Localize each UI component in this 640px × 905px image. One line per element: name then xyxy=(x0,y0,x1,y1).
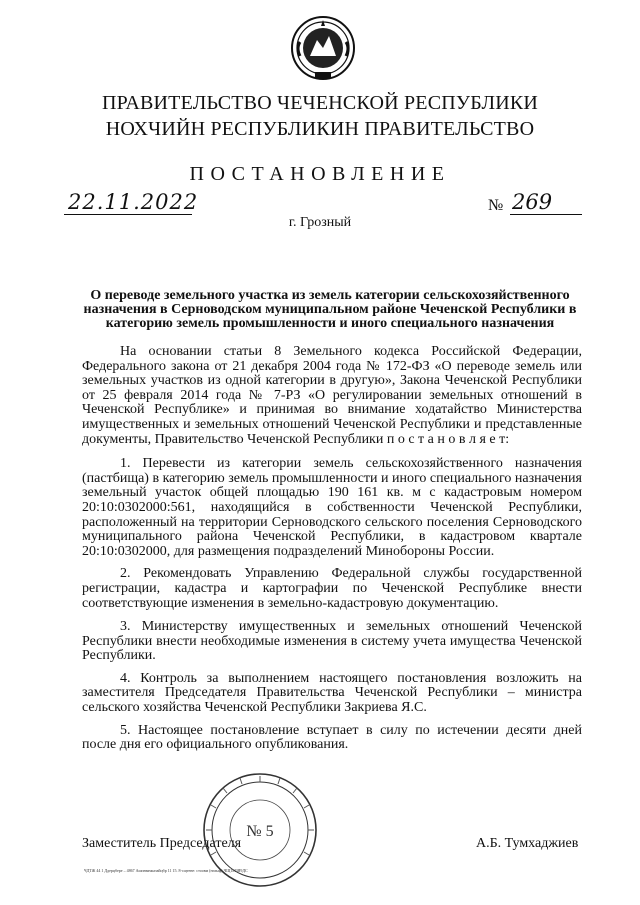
paragraph-4: 4. Контроль за выполнением настоящего постановления возложить на заместителя Председателя Правительства Чеченской Республики – министра сельского хозяйства Чеченской Республики Закриева Я.С. xyxy=(82,670,582,716)
seal-number: № 5 xyxy=(246,823,274,840)
city: г. Грозный xyxy=(288,215,352,230)
paragraph-5: 5. Настоящее постановление вступает в силу по истечении десяти дней после дня его официального опубликования. xyxy=(82,722,582,753)
paragraph-preamble: На основании статьи 8 Земельного кодекса Российской Федерации, Федерального закона от 21 декабря 2004 года № 172-ФЗ «О переводе земель или земельных участков из одной категории в другую», Закона Чеченской Республики от 25 февраля 2014 года № 7-РЗ «О регулировании земельных отношений в Чеченской Республике» и принимая во внимание ходатайство Министерства имущественных и земельных отношений Чеченской Республики и представленные документы, Правительство Чеченской Республики п о с т а н о в л я е т: xyxy=(82,344,582,447)
document-number: 269 xyxy=(512,190,553,214)
government-name-ce: НОХЧИЙН РЕСПУБЛИКИН ПРАВИТЕЛЬСТВО xyxy=(105,118,535,140)
emblem-icon xyxy=(290,12,356,84)
number-label: № xyxy=(488,197,504,214)
document-type: ПОСТАНОВЛЕНИЕ xyxy=(189,163,451,185)
document-date: 22.11.2022 xyxy=(68,190,199,214)
paragraph-1: 1. Перевести из категории земель сельскохозяйственного назначения (пастбища) в категорию земель промышленности и иного специального назначения земельный участок общей площадью 190 161 кв. м с кадастровым номером 20:10:0302000:561, находящийся в собственности Чеченской Республики, расположенный на территории Серноводского сельского поселения Серноводского муниципального района Чеченской Республики, в кадастровом квартале 20:10:0302000, для размещения подразделений Минобороны России. xyxy=(82,456,582,559)
paragraph-2: 2. Рекомендовать Управлению Федеральной службы государственной регистрации, кадастра и картографии по Чеченской Республике внести соответствующие изменения в земельно-кадастровую документацию. xyxy=(82,566,582,611)
signatory-name: А.Б. Тумхаджиев xyxy=(476,836,579,851)
signatory-position: Заместитель Председателя xyxy=(82,836,242,851)
paragraph-3: 3. Министерству имущественных и земельных отношений Чеченской Республики внести необходимые изменения в систему учета имущества Чеченской Республики. xyxy=(82,619,582,664)
document-body xyxy=(82,345,582,762)
document-title: О переводе земельного участка из земель категории сельскохозяйственного назначения в Серноводском муниципальном районе Чеченской Республики в категорию земель промышленности и иного специального назначения xyxy=(83,288,577,331)
government-name-ru: ПРАВИТЕЛЬСТВО ЧЕЧЕНСКОЙ РЕСПУБЛИКИ xyxy=(101,92,539,114)
footer-registration-text: ЧДТЖ 44 1 Ддерцбере – 4867 Ашпнмнжазайцбр 11 15. 8-сщтене: стоовм (нгаыф) ЧЩ1МЗЯ9ДС xyxy=(84,868,248,873)
